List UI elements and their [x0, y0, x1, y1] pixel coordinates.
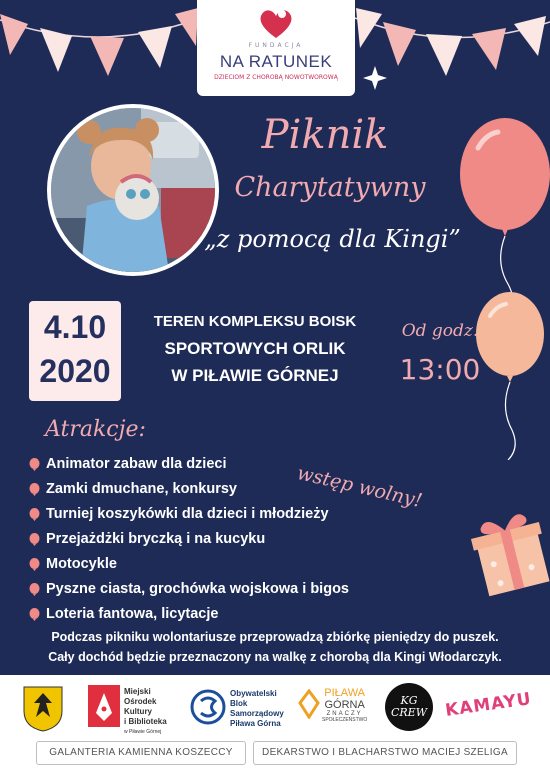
info-line-1: Podczas pikniku wolontariusze przeprowadzą zbiórkę pieniędzy do puszek. — [51, 630, 499, 644]
venue-text — [130, 308, 380, 389]
kamayu-logo — [444, 689, 533, 721]
list-item-label: Zamki dmuchane, konkursy — [46, 481, 237, 497]
venue-line-3: W PIŁAWIE GÓRNEJ — [171, 366, 339, 385]
balloon-bullet-icon — [29, 483, 40, 497]
time-value: 13:00 — [399, 353, 481, 386]
balloon-bullet-icon — [29, 533, 40, 547]
pilawa-name-line: SPOŁECZEŃSTWO — [322, 717, 368, 723]
pilawa-name-line: ZNACZY — [326, 711, 363, 717]
bloc-logo-icon — [190, 689, 226, 725]
foundation-label: FUNDACJA — [248, 42, 304, 49]
library-name-line: Miejski — [124, 687, 151, 696]
library-name-line: w Piławie Górnej — [124, 729, 162, 735]
info-line-2: Cały dochód będzie przeznaczony na walkę z chorobą dla Kingi Włodarczyk. — [48, 650, 502, 664]
info-text — [10, 627, 540, 667]
balloon-bullet-icon — [29, 558, 40, 572]
pilawa-name — [322, 687, 367, 723]
title-piknik: Piknik — [261, 112, 389, 158]
list-item — [29, 577, 349, 602]
balloon-bullet-icon — [29, 608, 40, 622]
sponsors-strip — [0, 675, 550, 779]
bloc-name-line: Samorządowy — [230, 709, 284, 718]
kg-crew-logo — [385, 683, 433, 731]
bloc-name-line: Blok — [230, 699, 248, 708]
title-charytatywny: Charytatywny — [234, 172, 426, 203]
gift-box-icon — [470, 500, 550, 600]
sponsor-galanteria: GALANTERIA KAMIENNA KOSZECCY — [36, 741, 246, 765]
date-year: 2020 — [39, 353, 111, 389]
library-logo-icon — [88, 685, 120, 727]
free-entry-text: wstęp wolny! — [295, 462, 425, 513]
coat-of-arms-icon — [22, 685, 64, 733]
bloc-name-line: Piława Górna — [230, 719, 281, 728]
library-name — [124, 687, 167, 737]
balloon-bullet-icon — [29, 458, 40, 472]
venue-line-2: SPORTOWYCH ORLIK — [164, 339, 346, 358]
heart-icon — [256, 6, 296, 40]
date-box — [29, 301, 121, 401]
foundation-name: NA RATUNEK — [219, 52, 333, 71]
kamayu-label: KAMAYU — [444, 689, 533, 721]
list-item-label: Przejażdżki bryczką i na kucyku — [46, 531, 266, 547]
sponsor-dekarstwo: DEKARSTWO I BLACHARSTWO MACIEJ SZELIGA — [253, 741, 517, 765]
list-item-label: Motocykle — [46, 556, 117, 572]
balloon-bullet-icon — [29, 583, 40, 597]
bloc-name-line: Obywatelski — [230, 689, 277, 698]
bloc-name — [230, 689, 284, 729]
time-label: Od godz. — [401, 321, 479, 341]
library-name-line: Ośrodek — [124, 697, 157, 706]
list-item — [29, 602, 349, 627]
list-item-label: Animator zabaw dla dzieci — [46, 456, 227, 472]
list-item — [29, 552, 349, 577]
library-name-line: i Biblioteka — [124, 717, 167, 726]
list-item-label: Turniej koszykówki dla dzieci i młodzieży — [46, 506, 329, 522]
list-item-label: Pyszne ciasta, grochówka wojskowa i bigos — [46, 581, 349, 597]
title-subtitle: „z pomocą dla Kingi” — [204, 225, 461, 253]
library-name-line: Kultury — [124, 707, 152, 716]
kg-crew-label: KG CREW — [390, 694, 428, 719]
list-item-label: Loteria fantowa, licytacje — [46, 606, 219, 622]
list-item — [29, 527, 349, 552]
venue-line-1: TEREN KOMPLEKSU BOISK — [153, 313, 357, 330]
balloon-bullet-icon — [29, 508, 40, 522]
balloon-coral-icon — [450, 112, 550, 312]
attractions-title: Atrakcje: — [45, 417, 146, 442]
pilawa-name-line: PIŁAWA — [324, 687, 366, 699]
pilawa-name-line: GÓRNA — [324, 699, 365, 711]
date-day-month: 4.10 — [43, 309, 107, 345]
pilawa-logo-icon — [298, 689, 320, 719]
foundation-logo — [197, 0, 355, 96]
foundation-tagline: DZIECIOM Z CHOROBĄ NOWOTWOROWĄ — [214, 74, 338, 81]
list-item — [29, 502, 349, 527]
